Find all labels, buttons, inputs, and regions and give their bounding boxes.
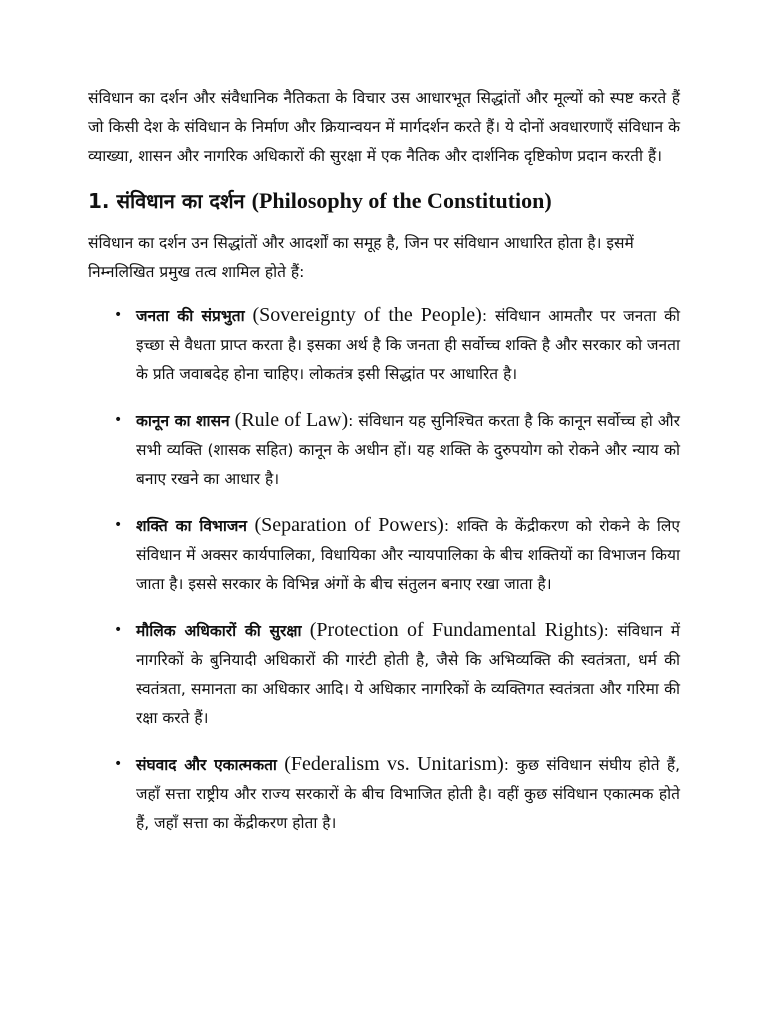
document-page: [88, 84, 680, 855]
section-lead-paragraph: संविधान का दर्शन उन सिद्धांतों और आदर्शों का समूह है, जिन पर संविधान आधारित होता है। इसमें निम्नलिखित प्रमुख तत्व शामिल होते हैं:: [88, 234, 634, 281]
list-item: • शक्ति का विभाजन (Separation of Powers): शक्ति के केंद्रीकरण को रोकने के लिए संविधान में अक्सर कार्यपालिका, विधायिका और न्यायपालिका के बीच शक्तियों का विभाजन किया जाता है। इससे सरकार के विभिन्न अंगों के बीच संतुलन बनाए रखा जाता है।: [88, 511, 680, 599]
list-item: • संघवाद और एकात्मकता (Federalism vs. Unitarism): कुछ संविधान संघीय होते हैं, जहाँ सत्ता राष्ट्रीय और राज्य सरकारों के बीच विभाजित होती है। वहीं कुछ संविधान एकात्मक होते हैं, जहाँ सत्ता का केंद्रीकरण होता है।: [88, 750, 680, 838]
term-hindi: शक्ति का विभाजन: [136, 517, 248, 535]
term-hindi: मौलिक अधिकारों की सुरक्षा: [136, 622, 302, 640]
point-text: संविधान आमतौर पर जनता की इच्छा से वैधता प्राप्त करता है। इसका अर्थ है कि जनता ही सर्वोच्च शक्ति है और सरकार को जनता के प्रति जवाबदेह होना चाहिए। लोकतंत्र इसी सिद्धांत पर आधारित है।: [136, 307, 680, 383]
section-heading: [88, 185, 680, 217]
section-heading-english: (Philosophy of the Constitution): [251, 188, 552, 213]
term-hindi: कानून का शासन: [136, 412, 230, 430]
intro-paragraph: संविधान का दर्शन और संवैधानिक नैतिकता के विचार उस आधारभूत सिद्धांतों और मूल्यों को स्पष्ट करते हैं जो किसी देश के संविधान के निर्माण और क्रियान्वयन में मार्गदर्शन करते हैं। ये दोनों अवधारणाएँ संविधान के व्याख्या, शासन और नागरिक अधिकारों की सुरक्षा में एक नैतिक और दार्शनिक दृष्टिकोण प्रदान करती हैं।: [88, 89, 680, 165]
point-text: कुछ संविधान संघीय होते हैं, जहाँ सत्ता राष्ट्रीय और राज्य सरकारों के बीच विभाजित होती है। वहीं कुछ संविधान एकात्मक होते हैं, जहाँ सत्ता का केंद्रीकरण होता है।: [136, 756, 681, 832]
point-text: संविधान यह सुनिश्चित करता है कि कानून सर्वोच्च हो और सभी व्यक्ति (शासक सहित) कानून के अधीन हों। यह शक्ति के दुरुपयोग को रोकने और न्याय को बनाए रखने का आधार है।: [136, 412, 680, 488]
point-text: संविधान में नागरिकों के बुनियादी अधिकारों की गारंटी होती है, जैसे कि अभिव्यक्ति की स्वतंत्रता, धर्म की स्वतंत्रता, समानता का अधिकार आदि। ये अधिकार नागरिकों के व्यक्तिगत स्वतंत्रता और गरिमा की रक्षा करते हैं।: [136, 622, 680, 727]
term-hindi: संघवाद और एकात्मकता: [136, 756, 277, 774]
term-english: (Rule of Law): [234, 409, 349, 431]
list-item: • मौलिक अधिकारों की सुरक्षा (Protection of Fundamental Rights): संविधान में नागरिकों के बुनियादी अधिकारों की गारंटी होती है, जैसे कि अभिव्यक्ति की स्वतंत्रता, धर्म की स्वतंत्रता, समानता का अधिकार आदि। ये अधिकार नागरिकों के व्यक्तिगत स्वतंत्रता और गरिमा की रक्षा करते हैं।: [88, 616, 680, 733]
term-english: (Separation of Powers): [254, 514, 444, 536]
bullet-icon: •: [114, 412, 123, 428]
list-item: • कानून का शासन (Rule of Law): संविधान यह सुनिश्चित करता है कि कानून सर्वोच्च हो और सभी व्यक्ति (शासक सहित) कानून के अधीन हों। यह शक्ति के दुरुपयोग को रोकने और न्याय को बनाए रखने का आधार है।: [88, 406, 680, 494]
term-english: (Federalism vs. Unitarism): [284, 753, 504, 775]
term-english: (Sovereignty of the People): [252, 304, 482, 326]
bullet-icon: •: [114, 756, 123, 772]
bullet-icon: •: [114, 622, 123, 638]
principles-list: [88, 301, 680, 838]
term-english: (Protection of Fundamental Rights): [309, 619, 604, 641]
bullet-icon: •: [114, 307, 123, 323]
list-item: • जनता की संप्रभुता (Sovereignty of the People): संविधान आमतौर पर जनता की इच्छा से वैधता प्राप्त करता है। इसका अर्थ है कि जनता ही सर्वोच्च शक्ति है और सरकार को जनता के प्रति जवाबदेह होना चाहिए। लोकतंत्र इसी सिद्धांत पर आधारित है।: [88, 301, 680, 389]
term-hindi: जनता की संप्रभुता: [136, 307, 245, 325]
section-heading-hindi: 1. संविधान का दर्शन: [88, 189, 245, 213]
point-text: शक्ति के केंद्रीकरण को रोकने के लिए संविधान में अक्सर कार्यपालिका, विधायिका और न्यायपालिका के बीच शक्तियों का विभाजन किया जाता है। इससे सरकार के विभिन्न अंगों के बीच संतुलन बनाए रखा जाता है।: [136, 517, 680, 593]
bullet-icon: •: [114, 517, 123, 533]
